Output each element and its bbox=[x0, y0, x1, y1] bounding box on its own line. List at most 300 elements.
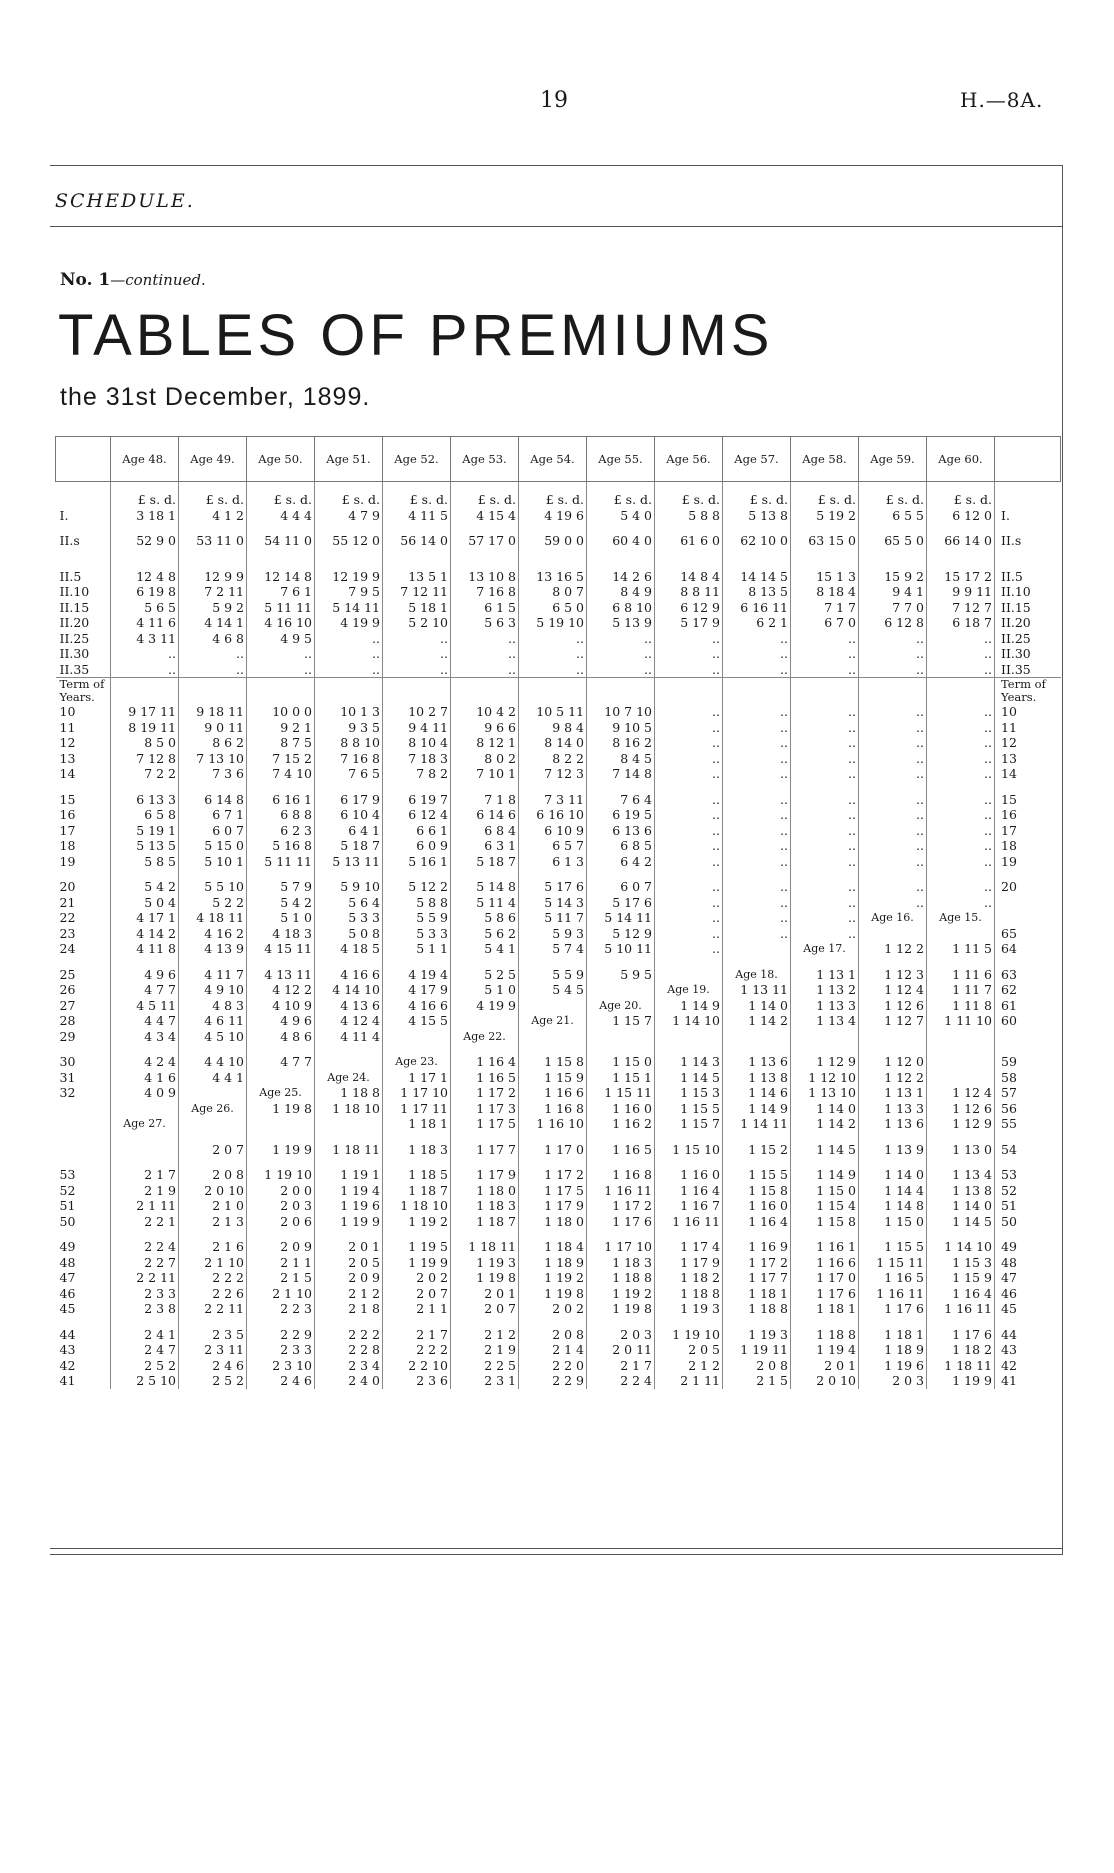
premium-cell: 1 17 1 bbox=[383, 1070, 451, 1086]
premium-cell: 2 1 5 bbox=[723, 1373, 791, 1389]
premium-cell: 4 11 4 bbox=[315, 1029, 383, 1045]
spacer-cell bbox=[111, 1044, 179, 1054]
premium-cell: 1 19 9 bbox=[383, 1255, 451, 1271]
premium-cell: 1 18 10 bbox=[383, 1198, 451, 1214]
premium-cell: .. bbox=[791, 766, 859, 782]
row-label: 50 bbox=[59, 1213, 76, 1229]
premium-cell: 2 0 9 bbox=[247, 1239, 315, 1255]
premium-cell: 2 2 2 bbox=[383, 1342, 451, 1358]
premium-cell: .. bbox=[723, 646, 791, 662]
premium-cell: 1 19 4 bbox=[791, 1342, 859, 1358]
spacer-cell bbox=[995, 1317, 1061, 1327]
premium-cell bbox=[723, 941, 791, 957]
premium-cell: 4 1 2 bbox=[179, 508, 247, 524]
premium-cell: 1 14 0 bbox=[791, 1101, 859, 1117]
table-row bbox=[56, 1255, 1061, 1271]
premium-cell: 6 1 5 bbox=[451, 600, 519, 616]
spacer-cell bbox=[791, 559, 859, 569]
premium-cell: 8 13 5 bbox=[723, 584, 791, 600]
premium-cell: 1 16 4 bbox=[451, 1054, 519, 1070]
premium-cell bbox=[519, 998, 587, 1014]
premium-cell: 2 3 4 bbox=[315, 1358, 383, 1374]
table-row bbox=[56, 1029, 1061, 1045]
row-label: 25 bbox=[59, 966, 76, 982]
premium-cell: .. bbox=[859, 879, 927, 895]
premium-cell: 4 12 4 bbox=[315, 1013, 383, 1029]
premium-cell: .. bbox=[655, 910, 723, 926]
premium-cell: 4 15 11 bbox=[247, 941, 315, 957]
row-label: 12 bbox=[59, 735, 76, 750]
premium-cell: 2 3 5 bbox=[179, 1327, 247, 1343]
row-label: 26 bbox=[59, 982, 76, 997]
spacer-cell bbox=[179, 1132, 247, 1142]
premium-cell: 4 14 2 bbox=[111, 926, 179, 942]
premium-cell: 1 19 3 bbox=[451, 1255, 519, 1271]
currency-header: £ s. d. bbox=[111, 482, 179, 508]
premium-cell: 5 4 2 bbox=[111, 879, 179, 895]
premium-cell: 4 16 6 bbox=[315, 967, 383, 983]
premium-cell: 5 4 5 bbox=[519, 982, 587, 998]
premium-cell: .. bbox=[859, 735, 927, 751]
spacer-cell bbox=[383, 1157, 451, 1167]
spacer-cell bbox=[451, 1132, 519, 1142]
rule bbox=[50, 165, 1062, 166]
premium-cell: 6 7 0 bbox=[791, 615, 859, 631]
premium-cell: 4 19 4 bbox=[383, 967, 451, 983]
spacer-cell bbox=[179, 957, 247, 967]
premium-cell: 1 18 4 bbox=[519, 1239, 587, 1255]
premium-cell: .. bbox=[655, 941, 723, 957]
spacer-cell bbox=[723, 1157, 791, 1167]
premium-cell: 1 16 6 bbox=[791, 1255, 859, 1271]
premium-cell: 14 2 6 bbox=[587, 569, 655, 585]
premium-cell: .. bbox=[383, 631, 451, 647]
spacer-cell bbox=[519, 549, 587, 559]
premium-cell: 9 17 11 bbox=[111, 704, 179, 720]
premium-cell: 1 16 8 bbox=[587, 1167, 655, 1183]
premium-cell: Age 22. bbox=[451, 1029, 519, 1045]
premium-cell: .. bbox=[655, 807, 723, 823]
premium-cell: 5 7 4 bbox=[519, 941, 587, 957]
premium-cell: 2 2 1 bbox=[111, 1214, 179, 1230]
spacer-cell bbox=[383, 523, 451, 533]
spacer-cell bbox=[315, 549, 383, 559]
premium-cell: 2 2 3 bbox=[247, 1301, 315, 1317]
spacer-cell bbox=[56, 782, 111, 792]
spacer-cell bbox=[247, 678, 315, 705]
premium-cell: .. bbox=[859, 823, 927, 839]
spacer-cell bbox=[723, 549, 791, 559]
spacer-cell bbox=[587, 1044, 655, 1054]
row-label-right: 47 bbox=[995, 1270, 1061, 1286]
premium-cell: 7 4 10 bbox=[247, 766, 315, 782]
row-label: 46 bbox=[59, 1285, 76, 1301]
premium-cell: .. bbox=[179, 662, 247, 678]
spacer-row bbox=[56, 782, 1061, 792]
premium-cell: 54 11 0 bbox=[247, 533, 315, 549]
premium-cell: 7 15 2 bbox=[247, 751, 315, 767]
premium-cell: 8 0 7 bbox=[519, 584, 587, 600]
premium-cell: 8 7 5 bbox=[247, 735, 315, 751]
premium-cell: .. bbox=[791, 838, 859, 854]
premium-cell: 5 11 4 bbox=[451, 895, 519, 911]
column-header: Age 57. bbox=[723, 437, 791, 482]
premium-cell: 2 1 10 bbox=[247, 1286, 315, 1302]
table-number-main: No. 1 bbox=[60, 270, 111, 290]
premium-cell: .. bbox=[383, 646, 451, 662]
premium-cell: 1 14 8 bbox=[859, 1198, 927, 1214]
spacer-cell bbox=[723, 1229, 791, 1239]
premium-cell bbox=[927, 1029, 995, 1045]
premium-cell: .. bbox=[315, 662, 383, 678]
table-row bbox=[56, 1327, 1061, 1343]
premium-cell: 2 0 1 bbox=[451, 1286, 519, 1302]
premium-cell: .. bbox=[655, 704, 723, 720]
premium-cell: 2 0 2 bbox=[519, 1301, 587, 1317]
premium-cell: 1 15 2 bbox=[723, 1142, 791, 1158]
spacer-cell bbox=[383, 782, 451, 792]
premium-cell: 5 2 5 bbox=[451, 967, 519, 983]
row-label: II.15 bbox=[59, 599, 90, 615]
spacer-cell bbox=[519, 1317, 587, 1327]
premium-cell bbox=[519, 1029, 587, 1045]
premium-cell: .. bbox=[927, 895, 995, 911]
premium-cell: 6 2 1 bbox=[723, 615, 791, 631]
premium-cell: 1 17 6 bbox=[587, 1214, 655, 1230]
premium-cell: 9 18 11 bbox=[179, 704, 247, 720]
spacer-cell bbox=[383, 1132, 451, 1142]
premium-cell: 2 3 1 bbox=[451, 1373, 519, 1389]
premium-cell: 1 18 11 bbox=[315, 1142, 383, 1158]
spacer-cell bbox=[383, 549, 451, 559]
premium-cell: .. bbox=[655, 631, 723, 647]
spacer-cell bbox=[655, 1132, 723, 1142]
premium-cell: 1 16 11 bbox=[655, 1214, 723, 1230]
spacer-cell bbox=[451, 1317, 519, 1327]
spacer-cell bbox=[723, 559, 791, 569]
spacer-cell bbox=[56, 549, 111, 559]
premium-cell: .. bbox=[723, 823, 791, 839]
premium-cell: 2 2 6 bbox=[179, 1286, 247, 1302]
premium-cell: 5 13 8 bbox=[723, 508, 791, 524]
premium-cell: 2 1 4 bbox=[519, 1342, 587, 1358]
table-row bbox=[56, 1116, 1061, 1132]
premium-cell: 15 9 2 bbox=[859, 569, 927, 585]
row-label: II.5 bbox=[59, 568, 82, 584]
premium-cell: 4 15 5 bbox=[383, 1013, 451, 1029]
premium-cell: .. bbox=[927, 704, 995, 720]
premium-cell: .. bbox=[723, 631, 791, 647]
spacer-cell bbox=[315, 559, 383, 569]
spacer-cell bbox=[247, 1157, 315, 1167]
premium-cell: 1 19 8 bbox=[587, 1301, 655, 1317]
premium-cell: 1 18 2 bbox=[927, 1342, 995, 1358]
premium-cell: 15 17 2 bbox=[927, 569, 995, 585]
row-label-right: 45 bbox=[995, 1301, 1061, 1317]
row-label-right: 62 bbox=[995, 982, 1061, 998]
premium-cell: 1 12 7 bbox=[859, 1013, 927, 1029]
premium-cell: 6 12 9 bbox=[655, 600, 723, 616]
premium-cell: .. bbox=[587, 646, 655, 662]
row-label-right: 64 bbox=[995, 941, 1061, 957]
row-label-right: 13 bbox=[995, 751, 1061, 767]
table-row bbox=[56, 926, 1061, 942]
premium-cell: 5 5 9 bbox=[519, 967, 587, 983]
premium-cell: 6 12 8 bbox=[859, 615, 927, 631]
premium-cell: 7 13 10 bbox=[179, 751, 247, 767]
spacer-cell bbox=[927, 1132, 995, 1142]
premium-cell: 2 0 10 bbox=[179, 1183, 247, 1199]
premium-cell: .. bbox=[723, 854, 791, 870]
premium-cell: 6 6 1 bbox=[383, 823, 451, 839]
table-row bbox=[56, 735, 1061, 751]
premium-cell: .. bbox=[519, 646, 587, 662]
spacer-cell bbox=[247, 523, 315, 533]
premium-cell: 5 18 1 bbox=[383, 600, 451, 616]
spacer-cell bbox=[111, 957, 179, 967]
premium-cell: 10 7 10 bbox=[587, 704, 655, 720]
premium-cell: 2 1 1 bbox=[383, 1301, 451, 1317]
spacer-cell bbox=[56, 1132, 111, 1142]
premium-cell: 2 2 9 bbox=[519, 1373, 587, 1389]
premium-cell: 1 18 0 bbox=[451, 1183, 519, 1199]
row-label: 42 bbox=[59, 1357, 76, 1373]
spacer-cell bbox=[927, 1317, 995, 1327]
premium-cell: 7 6 1 bbox=[247, 584, 315, 600]
spacer-cell bbox=[56, 957, 111, 967]
premium-cell: 57 17 0 bbox=[451, 533, 519, 549]
row-label: 21 bbox=[59, 894, 76, 910]
premium-cell: 2 2 0 bbox=[519, 1358, 587, 1374]
premium-cell: 2 1 2 bbox=[315, 1286, 383, 1302]
premium-cell: 7 9 5 bbox=[315, 584, 383, 600]
premium-cell: 4 7 9 bbox=[315, 508, 383, 524]
premium-cell: 12 14 8 bbox=[247, 569, 315, 585]
premium-cell: .. bbox=[859, 792, 927, 808]
premium-cell: 4 1 6 bbox=[111, 1070, 179, 1086]
premium-cell: 1 16 4 bbox=[927, 1286, 995, 1302]
premium-cell: 1 16 0 bbox=[723, 1198, 791, 1214]
spacer-cell bbox=[587, 782, 655, 792]
premium-cell: 4 9 10 bbox=[179, 982, 247, 998]
spacer-cell bbox=[56, 1317, 111, 1327]
spacer-cell bbox=[451, 1229, 519, 1239]
premium-cell: 14 8 4 bbox=[655, 569, 723, 585]
premium-cell: 4 16 2 bbox=[179, 926, 247, 942]
premium-cell: 6 5 5 bbox=[859, 508, 927, 524]
premium-cell: 6 19 7 bbox=[383, 792, 451, 808]
rule-bottom bbox=[50, 1548, 1062, 1549]
premium-cell: 1 16 5 bbox=[451, 1070, 519, 1086]
premium-cell: 5 19 1 bbox=[111, 823, 179, 839]
row-label-right bbox=[995, 1029, 1061, 1045]
premium-cell: .. bbox=[723, 895, 791, 911]
premium-cell bbox=[111, 1101, 179, 1117]
premium-cell: 8 4 5 bbox=[587, 751, 655, 767]
premium-cell bbox=[927, 1054, 995, 1070]
premium-cell bbox=[111, 1142, 179, 1158]
premium-cell: 1 17 7 bbox=[723, 1270, 791, 1286]
spacer-cell bbox=[315, 1157, 383, 1167]
row-label-right: 17 bbox=[995, 823, 1061, 839]
spacer-cell bbox=[383, 869, 451, 879]
premium-cell: 1 13 6 bbox=[859, 1116, 927, 1132]
currency-header: £ s. d. bbox=[927, 482, 995, 508]
premium-cell: 3 18 1 bbox=[111, 508, 179, 524]
premium-cell bbox=[655, 967, 723, 983]
table-row bbox=[56, 646, 1061, 662]
row-label: 22 bbox=[59, 910, 76, 925]
row-label-right: 46 bbox=[995, 1286, 1061, 1302]
premium-cell: 5 4 1 bbox=[451, 941, 519, 957]
currency-row bbox=[56, 482, 1061, 508]
premium-cell: 1 17 6 bbox=[859, 1301, 927, 1317]
premium-cell: 4 11 8 bbox=[111, 941, 179, 957]
premium-cell: 1 18 5 bbox=[383, 1167, 451, 1183]
premium-cell bbox=[179, 1085, 247, 1101]
row-label: 27 bbox=[59, 997, 76, 1013]
premium-cell: 2 4 1 bbox=[111, 1327, 179, 1343]
page-subtitle: the 31st December, 1899. bbox=[60, 383, 371, 411]
spacer-cell bbox=[111, 782, 179, 792]
premium-cell: 2 1 9 bbox=[451, 1342, 519, 1358]
column-header: Age 51. bbox=[315, 437, 383, 482]
premium-cell: 1 18 8 bbox=[655, 1286, 723, 1302]
spacer-cell bbox=[451, 782, 519, 792]
spacer-cell bbox=[179, 869, 247, 879]
premium-cell: 2 5 2 bbox=[179, 1373, 247, 1389]
row-label: 16 bbox=[59, 807, 76, 822]
spacer-cell bbox=[315, 1044, 383, 1054]
row-label: 45 bbox=[59, 1301, 76, 1316]
premium-cell: 1 13 9 bbox=[859, 1142, 927, 1158]
premium-cell: .. bbox=[655, 879, 723, 895]
premium-cell: Age 24. bbox=[315, 1070, 383, 1086]
premium-cell: 1 18 1 bbox=[383, 1116, 451, 1132]
premium-cell: 1 13 4 bbox=[927, 1167, 995, 1183]
spacer-cell bbox=[519, 869, 587, 879]
spacer-cell bbox=[451, 957, 519, 967]
premium-cell: 2 1 2 bbox=[451, 1327, 519, 1343]
premium-cell: Age 25. bbox=[247, 1085, 315, 1101]
premium-cell: 1 18 11 bbox=[927, 1358, 995, 1374]
premium-cell: .. bbox=[451, 662, 519, 678]
premium-cell: 2 1 2 bbox=[655, 1358, 723, 1374]
spacer-cell bbox=[655, 1157, 723, 1167]
premium-cell: 2 4 0 bbox=[315, 1373, 383, 1389]
premium-cell: 1 14 10 bbox=[927, 1239, 995, 1255]
premium-cell: 5 5 9 bbox=[383, 910, 451, 926]
premium-cell: 2 0 5 bbox=[655, 1342, 723, 1358]
spacer-cell bbox=[179, 782, 247, 792]
premium-cell: 1 15 4 bbox=[791, 1198, 859, 1214]
premium-cell: 1 15 3 bbox=[655, 1085, 723, 1101]
table-row bbox=[56, 1342, 1061, 1358]
premium-cell: .. bbox=[655, 838, 723, 854]
premium-cell: 2 0 8 bbox=[519, 1327, 587, 1343]
premium-cell: .. bbox=[315, 631, 383, 647]
premium-cell: 1 17 10 bbox=[383, 1085, 451, 1101]
premium-cell: .. bbox=[247, 662, 315, 678]
premium-cell: 1 19 9 bbox=[247, 1142, 315, 1158]
premium-cell: .. bbox=[655, 720, 723, 736]
premium-cell: 12 9 9 bbox=[179, 569, 247, 585]
premium-cell: 1 19 6 bbox=[315, 1198, 383, 1214]
spacer-cell bbox=[995, 549, 1061, 559]
premium-cell: 2 0 3 bbox=[587, 1327, 655, 1343]
table-row bbox=[56, 751, 1061, 767]
schedule-label: SCHEDULE. bbox=[55, 190, 195, 212]
premium-cell: 7 12 3 bbox=[519, 766, 587, 782]
row-label-right: 61 bbox=[995, 998, 1061, 1014]
spacer-cell bbox=[655, 1317, 723, 1327]
premium-cell: .. bbox=[791, 807, 859, 823]
premium-cell: 9 8 4 bbox=[519, 720, 587, 736]
premium-cell bbox=[723, 1029, 791, 1045]
row-label-right: 49 bbox=[995, 1239, 1061, 1255]
premium-cell: 8 0 2 bbox=[451, 751, 519, 767]
table-row bbox=[56, 662, 1061, 678]
spacer-cell bbox=[179, 678, 247, 705]
premium-cell: 2 1 5 bbox=[247, 1270, 315, 1286]
premium-cell: 7 10 1 bbox=[451, 766, 519, 782]
table-row bbox=[56, 807, 1061, 823]
row-label: 20 bbox=[59, 879, 76, 894]
premium-cell: 4 15 4 bbox=[451, 508, 519, 524]
premium-cell bbox=[315, 1054, 383, 1070]
premium-cell: 7 1 8 bbox=[451, 792, 519, 808]
spacer-cell bbox=[315, 782, 383, 792]
premium-cell: .. bbox=[791, 662, 859, 678]
premium-cell: 2 4 7 bbox=[111, 1342, 179, 1358]
spacer-cell bbox=[519, 523, 587, 533]
row-label-right: II.5 bbox=[995, 569, 1061, 585]
premium-cell: 1 14 0 bbox=[859, 1167, 927, 1183]
premium-cell: 1 17 9 bbox=[655, 1255, 723, 1271]
currency-header: £ s. d. bbox=[451, 482, 519, 508]
premium-cell: 6 16 1 bbox=[247, 792, 315, 808]
row-label: 18 bbox=[59, 838, 76, 853]
premium-cell: .. bbox=[723, 926, 791, 942]
page-number: 19 bbox=[540, 88, 568, 113]
premium-cell: .. bbox=[111, 646, 179, 662]
premium-cell: 1 13 4 bbox=[791, 1013, 859, 1029]
spacer-cell bbox=[111, 1317, 179, 1327]
spacer-cell bbox=[519, 1157, 587, 1167]
premium-cell: 1 12 9 bbox=[927, 1116, 995, 1132]
premium-cell: 2 1 0 bbox=[179, 1198, 247, 1214]
spacer-cell bbox=[655, 1229, 723, 1239]
premium-cell: 2 0 6 bbox=[247, 1214, 315, 1230]
row-label bbox=[56, 1101, 111, 1117]
table-row bbox=[56, 998, 1061, 1014]
premium-cell: 1 14 5 bbox=[927, 1214, 995, 1230]
premium-cell: 7 12 11 bbox=[383, 584, 451, 600]
spacer-cell bbox=[111, 678, 179, 705]
row-label-right: 41 bbox=[995, 1373, 1061, 1389]
premium-cell: 1 13 6 bbox=[723, 1054, 791, 1070]
spacer-cell bbox=[723, 523, 791, 533]
row-label: II.10 bbox=[59, 584, 90, 599]
premium-cell: 6 8 4 bbox=[451, 823, 519, 839]
premium-cell: .. bbox=[655, 646, 723, 662]
spacer-cell bbox=[315, 957, 383, 967]
table-row bbox=[56, 584, 1061, 600]
premium-cell: 8 10 4 bbox=[383, 735, 451, 751]
premium-cell: .. bbox=[723, 910, 791, 926]
table-row bbox=[56, 704, 1061, 720]
spacer-cell bbox=[179, 559, 247, 569]
